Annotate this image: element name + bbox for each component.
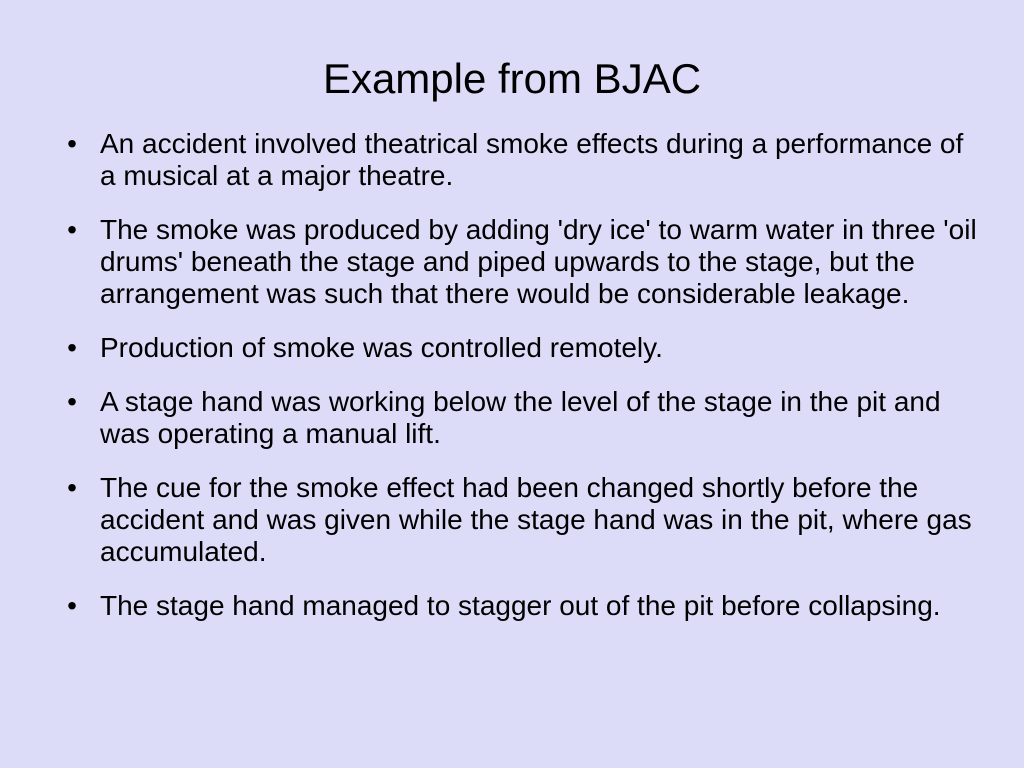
slide-title: Example from BJAC bbox=[322, 55, 702, 102]
bullet-icon: • bbox=[67, 472, 77, 503]
bullet-icon: • bbox=[67, 386, 77, 417]
bullet-text: The cue for the smoke effect had been changed shortly before the accident and was given while the stage hand was in the pit, where gas accumulated. bbox=[100, 472, 972, 567]
bullet-text: The smoke was produced by adding 'dry ice' to warm water in three 'oil drums' beneath the stage and piped upwards to the stage, but the arrangement was such that there would be considerable leakage. bbox=[100, 214, 977, 309]
bullet-text: An accident involved theatrical smoke effects during a performance of a musical at a major theatre. bbox=[100, 128, 964, 191]
bullet-icon: • bbox=[67, 214, 77, 245]
bullet-icon: • bbox=[67, 332, 77, 363]
bullet-item bbox=[58, 128, 978, 192]
bullet-item bbox=[58, 386, 978, 450]
bullet-text: A stage hand was working below the level of the stage in the pit and was operating a manual lift. bbox=[100, 386, 941, 449]
bullet-item bbox=[58, 332, 978, 364]
bullet-text: Production of smoke was controlled remotely. bbox=[100, 332, 663, 363]
bullet-text: The stage hand managed to stagger out of the pit before collapsing. bbox=[100, 590, 941, 621]
bullet-item bbox=[58, 214, 978, 310]
bullet-icon: • bbox=[67, 128, 77, 159]
bullet-list bbox=[58, 128, 978, 644]
bullet-icon: • bbox=[67, 590, 77, 621]
bullet-item bbox=[58, 472, 978, 568]
bullet-item bbox=[58, 590, 978, 622]
